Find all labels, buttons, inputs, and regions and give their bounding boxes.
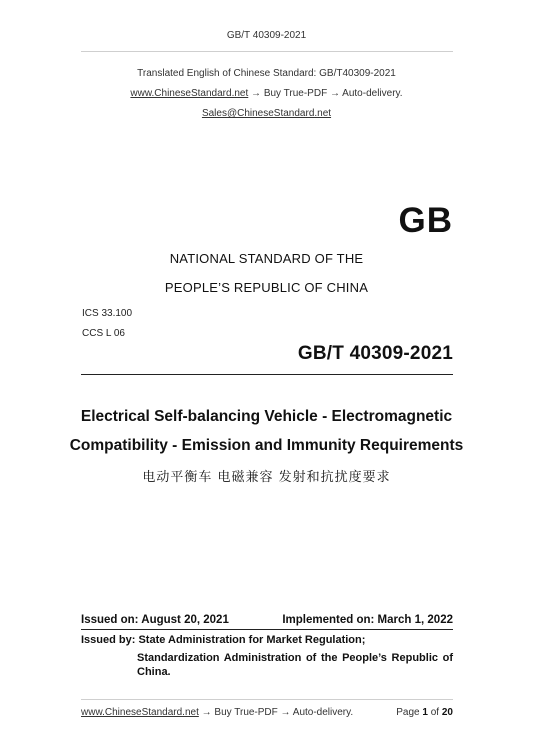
footer-site-link[interactable]: www.ChineseStandard.net bbox=[81, 707, 199, 718]
implemented-on: Implemented on: March 1, 2022 bbox=[282, 614, 453, 626]
national-standard-line2: PEOPLE’S REPUBLIC OF CHINA bbox=[164, 280, 369, 295]
banner-email-line bbox=[0, 108, 533, 119]
national-standard-line1: NATIONAL STANDARD OF THE bbox=[169, 251, 364, 266]
page-total: 20 bbox=[441, 707, 453, 718]
title-divider bbox=[81, 374, 453, 375]
ccs-code: CCS L 06 bbox=[82, 328, 125, 339]
page-of: of bbox=[427, 707, 442, 718]
gb-mark: GB bbox=[398, 201, 453, 240]
site-link[interactable]: www.ChineseStandard.net bbox=[130, 88, 249, 99]
banner-line: Translated English of Chinese Standard: GB/T40309-2021 bbox=[137, 68, 396, 79]
header-divider bbox=[81, 51, 453, 52]
page-current: 1 bbox=[422, 707, 428, 718]
issued-by-line-3: China. bbox=[137, 666, 171, 678]
issued-by-line-2: Standardization Administration of the People’s Republic of bbox=[137, 652, 453, 664]
buy-text: → Buy True-PDF → Auto-delivery. bbox=[248, 88, 403, 99]
title-chinese: 电动平衡车 电磁兼容 发射和抗扰度要求 bbox=[142, 470, 391, 485]
footer-buy-text: → Buy True-PDF → Auto-delivery. bbox=[198, 707, 354, 718]
email-link[interactable]: Sales@ChineseStandard.net bbox=[201, 108, 332, 119]
banner-buy-line bbox=[0, 88, 533, 99]
header-doc-id: GB/T 40309-2021 bbox=[226, 30, 307, 41]
issued-by: Issued by: State Administration for Market Regulation; bbox=[81, 634, 366, 646]
issued-on: Issued on: August 20, 2021 bbox=[81, 614, 229, 626]
title-line-2: Compatibility - Emission and Immunity Requirements bbox=[69, 437, 464, 454]
title-line-1: Electrical Self-balancing Vehicle - Electromagnetic bbox=[80, 408, 453, 425]
ics-code: ICS 33.100 bbox=[82, 308, 133, 319]
footer-divider bbox=[81, 699, 453, 700]
page-indicator bbox=[396, 707, 453, 718]
footer-buy-line bbox=[81, 707, 353, 718]
page-label: Page bbox=[396, 707, 423, 718]
standard-number: GB/T 40309-2021 bbox=[297, 343, 453, 364]
issue-divider bbox=[81, 629, 453, 630]
